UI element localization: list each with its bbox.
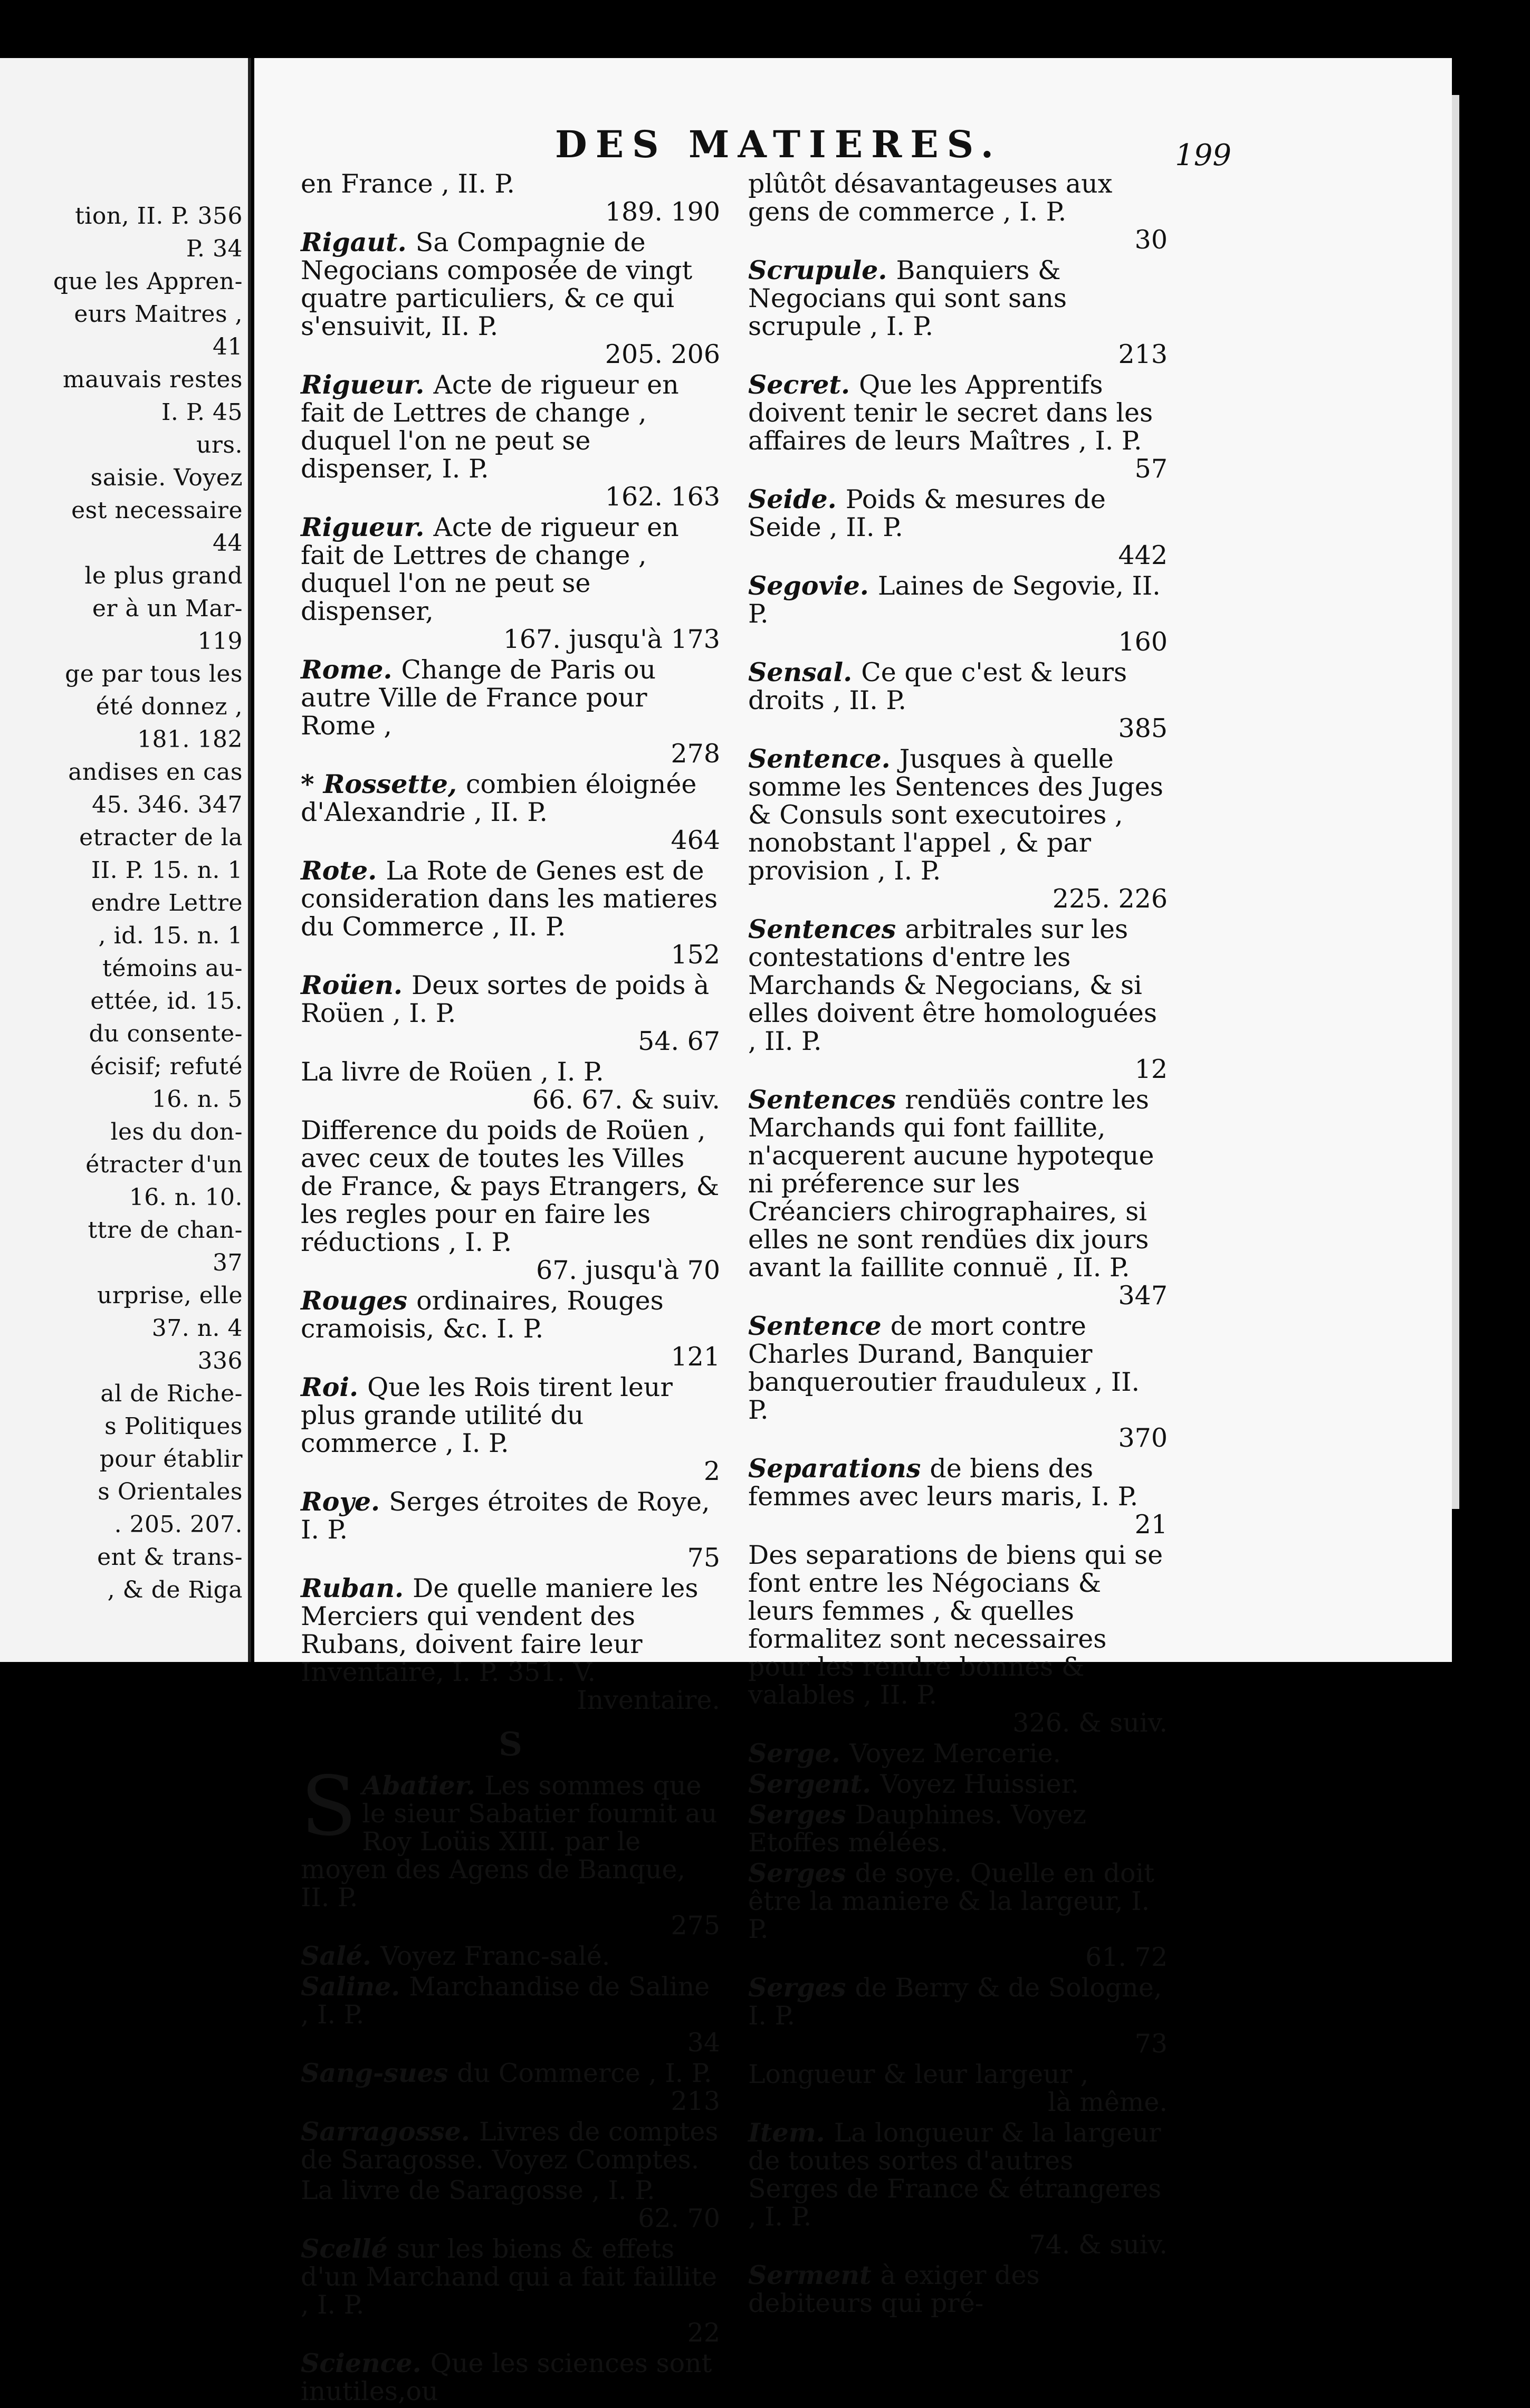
- entry-text: Voyez Mercerie.: [849, 1738, 1062, 1769]
- index-entry: [301, 857, 720, 969]
- index-entry: [748, 256, 1168, 368]
- page-reference: 370: [1118, 1423, 1168, 1453]
- entry-text: La Rote de Genes est de consideration dans les matieres du Commerce , II. P.: [301, 856, 718, 942]
- section-letter: S: [499, 1725, 522, 1763]
- index-entry: [748, 915, 1168, 1083]
- fragment-line: le plus grand: [84, 562, 243, 589]
- fragment-line: andises en cas: [68, 759, 243, 786]
- page-reference: 162. 163: [605, 482, 720, 512]
- index-entry: [748, 2060, 1168, 2116]
- fragment-line: ent & trans-: [97, 1544, 243, 1571]
- page-reference: 442: [1118, 540, 1168, 570]
- fragment-line: tion, II. P. 356: [75, 203, 243, 230]
- left-index-column: [301, 170, 720, 2408]
- page-reference: là même.: [1048, 2087, 1168, 2117]
- page-reference: 67. jusqu'à 70: [536, 1255, 720, 1285]
- index-entry: [748, 1312, 1168, 1452]
- fragment-line: été donnez ,: [95, 693, 243, 720]
- entry-text: Marchandise de Saline , I. P.: [301, 1972, 710, 2030]
- index-entry: [301, 1373, 720, 1485]
- page-reference: 121: [671, 1342, 720, 1372]
- fragment-line: que les Appren-: [53, 268, 243, 295]
- fragment-line: I. P. 45: [161, 399, 243, 426]
- entry-heading: Serges: [748, 1972, 855, 2003]
- fragment-line: ettée, id. 15.: [90, 988, 243, 1015]
- page-reference: 61. 72: [1085, 1942, 1168, 1972]
- entry-heading: Seide.: [748, 484, 846, 514]
- fragment-line: du consente-: [89, 1020, 243, 1047]
- entry-heading: Roye.: [301, 1486, 389, 1517]
- entry-heading: Salé.: [301, 1941, 381, 1971]
- entry-text: de soye. Quelle en doit être la maniere & la largeur, I. P.: [748, 1858, 1154, 1944]
- entry-heading: Rigueur.: [301, 512, 434, 542]
- drop-cap: S: [301, 1759, 357, 1854]
- entry-heading: Separations: [748, 1453, 930, 1484]
- page-reference: 2: [703, 1456, 720, 1486]
- fragment-line: écisif; refuté: [90, 1053, 243, 1080]
- page-reference: 152: [671, 940, 720, 970]
- page-reference: 54. 67: [638, 1026, 720, 1056]
- entry-text: Livres de comptes de Saragosse. Voyez Comptes.: [301, 2117, 719, 2175]
- page-reference: 34: [687, 2028, 720, 2058]
- index-entry: [301, 656, 720, 768]
- fragment-line: , id. 15. n. 1: [98, 922, 243, 949]
- index-entry: [301, 1942, 720, 1970]
- entry-text: Que les Rois tirent leur plus grande utilité du commerce , I. P.: [301, 1372, 673, 1458]
- page-number: 199: [1175, 138, 1231, 173]
- page-reference: 225. 226: [1052, 884, 1168, 914]
- fragment-line: 44: [213, 530, 243, 557]
- entry-text: Des separations de biens qui se font entre les Négocians & leurs femmes , & quelles formalitez sont necessaires pour les rendre bonnes & valables , II. P.: [748, 1540, 1163, 1710]
- entry-text: Les sommes que le sieur Sabatier fournit au Roy Loüis XIII. par le moyen des Agens de Banque, II. P.: [301, 1771, 718, 1913]
- fragment-line: ttre de chan-: [88, 1217, 243, 1244]
- page-reference: 205. 206: [605, 339, 720, 369]
- page-reference: 22: [687, 2318, 720, 2348]
- entry-text: de mort contre Charles Durand, Banquier banqueroutier frauduleux , II. P.: [748, 1311, 1140, 1425]
- index-entry: [301, 770, 720, 854]
- entry-text: ordinaires, Rouges cramoisis, &c. I. P.: [301, 1286, 664, 1344]
- entry-text: La livre de Saragosse , I. P.: [301, 2175, 655, 2205]
- page-reference: 12: [1134, 1054, 1168, 1084]
- index-entry: [748, 371, 1168, 483]
- fragment-line: s Politiques: [104, 1413, 243, 1440]
- page-reference: 275: [671, 1910, 720, 1941]
- fragment-line: eurs Maitres ,: [74, 301, 243, 328]
- entry-text: Longueur & leur largeur ,: [748, 2059, 1089, 2089]
- page-reference: 213: [1118, 339, 1168, 369]
- fragment-line: . 205. 207.: [114, 1511, 243, 1538]
- entry-text: de Berry & de Sologne, I. P.: [748, 1973, 1162, 2031]
- fragment-line: est necessaire: [71, 497, 243, 524]
- entry-text: Voyez Franc-salé.: [380, 1941, 610, 1971]
- fragment-line: saisie. Voyez: [90, 464, 243, 491]
- fragment-line: 16. n. 5: [151, 1086, 243, 1113]
- entry-heading: Item.: [748, 2117, 834, 2148]
- fragment-line: témoins au-: [102, 955, 243, 982]
- index-entry: [301, 1574, 720, 1714]
- entry-text: plûtôt désavantageuses aux gens de commerce , I. P.: [748, 169, 1113, 227]
- page-reference: 189. 190: [605, 197, 720, 227]
- entry-text: Banquiers & Negocians qui sont sans scrupule , I. P.: [748, 255, 1067, 341]
- fragment-line: s Orientales: [98, 1478, 243, 1505]
- entry-text: Deux sortes de poids à Roüen , I. P.: [301, 970, 710, 1028]
- entry-heading: Rote.: [301, 855, 386, 886]
- entry-heading: Sentence.: [748, 743, 900, 774]
- fragment-line: P. 34: [186, 235, 243, 262]
- fragment-line: ge par tous les: [65, 661, 243, 687]
- index-entry: [748, 1770, 1168, 1798]
- entry-heading: Roüen.: [301, 970, 412, 1000]
- fragment-line: 16. n. 10.: [129, 1184, 243, 1211]
- index-entry: [301, 2235, 720, 2347]
- page-reference: 21: [1134, 1509, 1168, 1540]
- page-reference: Inventaire.: [577, 1685, 720, 1715]
- index-entry: [301, 513, 720, 653]
- entry-heading: Rigaut.: [301, 227, 416, 257]
- index-entry: [748, 1801, 1168, 1857]
- facing-page-fragment: [0, 58, 251, 1662]
- index-entry: [301, 1116, 720, 1284]
- entry-heading: Sentences: [748, 914, 905, 944]
- index-entry: [748, 1455, 1168, 1539]
- entry-heading: Sensal.: [748, 657, 862, 687]
- entry-heading: Sarragosse.: [301, 2116, 479, 2147]
- fragment-line: 37: [213, 1249, 243, 1276]
- entry-heading: Ruban.: [301, 1573, 413, 1603]
- entry-text: Jusques à quelle somme les Sentences des Juges & Consuls sont executoires , nonobstant l'appel , & par provision , I. P.: [748, 744, 1163, 886]
- entry-heading: Sang-sues: [301, 2058, 457, 2088]
- index-entry: [748, 1086, 1168, 1310]
- entry-heading: Scellé: [301, 2233, 397, 2264]
- page-reference: 57: [1134, 454, 1168, 484]
- entry-heading: Scrupule.: [748, 255, 896, 285]
- entry-text: Difference du poids de Roüen , avec ceux de toutes les Villes de France, & pays Etrangers, & les regles pour en faire les réductions , I. P.: [301, 1115, 720, 1257]
- page-reference: 74. & suiv.: [1029, 2230, 1168, 2260]
- entry-heading: Rome.: [301, 654, 401, 685]
- entry-heading: Serment: [748, 2260, 881, 2290]
- fragment-line: pour établir: [99, 1446, 243, 1473]
- fragment-line: 41: [213, 333, 243, 360]
- index-entry: [748, 485, 1168, 569]
- entry-text: en France , II. P.: [301, 169, 515, 199]
- entry-text: Change de Paris ou autre Ville de France pour Rome ,: [301, 655, 656, 741]
- index-entry: [748, 572, 1168, 656]
- index-entry: [301, 170, 720, 226]
- entry-heading: Secret.: [748, 369, 859, 400]
- entry-text: rendüës contre les Marchands qui font faillite, n'acquerent aucune hypoteque ni préference sur les Créanciers chirographaires, si elles ne sont rendües dix jours avant la faillite connuë , II. P.: [748, 1085, 1154, 1283]
- entry-heading: Science.: [301, 2348, 431, 2378]
- entry-text: arbitrales sur les contestations d'entre les Marchands & Negocians, & si elles doivent être homologuées , II. P.: [748, 914, 1158, 1056]
- index-entry: [748, 1974, 1168, 2058]
- fragment-line: 37. n. 4: [151, 1315, 243, 1342]
- entry-text: Laines de Segovie, II. P.: [748, 571, 1161, 629]
- fragment-line: 181. 182: [137, 726, 243, 753]
- running-head: DES MATIERES.: [555, 122, 1002, 166]
- index-entry: [301, 1058, 720, 1114]
- index-entry: [301, 2118, 720, 2174]
- fragment-line: 45. 346. 347: [92, 791, 243, 818]
- entry-text: à exiger des debiteurs qui pré-: [748, 2260, 1040, 2318]
- index-entry: [301, 1759, 720, 1941]
- index-entry: [748, 2261, 1168, 2317]
- entry-heading: Sergent.: [748, 1769, 881, 1799]
- index-entry: [301, 2176, 720, 2232]
- entry-heading: Saline.: [301, 1971, 409, 2002]
- index-entry: [301, 1287, 720, 1371]
- page-reference: 464: [671, 825, 720, 855]
- entry-heading: Serge.: [748, 1738, 849, 1769]
- entry-heading: Serges: [748, 1799, 855, 1830]
- entry-text: Poids & mesures de Seide , II. P.: [748, 484, 1106, 542]
- entry-text: Que les sciences sont inutiles,ou: [301, 2348, 712, 2406]
- page-reference: 213: [671, 2086, 720, 2116]
- index-entry: [301, 2059, 720, 2115]
- index-entry: [748, 745, 1168, 913]
- entry-text: La longueur & la largeur de toutes sortes d'autres Serges de France & étrangeres , I. P.: [748, 2118, 1162, 2232]
- entry-heading: Serges: [748, 1858, 855, 1888]
- index-entry: [301, 1488, 720, 1572]
- entry-text: La livre de Roüen , I. P.: [301, 1057, 604, 1087]
- entry-text: Dauphines. Voyez Etoffes mélées.: [748, 1800, 1086, 1858]
- page-edge: [1452, 95, 1459, 1509]
- index-entry: [301, 1973, 720, 2057]
- entry-text: Que les Apprentifs doivent tenir le secret dans les affaires de leurs Maîtres , I. P.: [748, 370, 1153, 456]
- page-reference: 30: [1134, 225, 1168, 255]
- entry-text: Acte de rigueur en fait de Lettres de change , duquel l'on ne peut se dispenser,: [301, 512, 679, 626]
- entry-heading: Abatier.: [362, 1770, 485, 1801]
- fragment-line: al de Riche-: [100, 1380, 243, 1407]
- fragment-line: mauvais restes: [63, 366, 243, 393]
- page-reference: 167. jusqu'à 173: [503, 624, 720, 654]
- entry-text: Acte de rigueur en fait de Lettres de change , duquel l'on ne peut se dispenser, I. P.: [301, 370, 679, 484]
- page-reference: 326. & suiv.: [1012, 1708, 1168, 1738]
- index-entry: [301, 971, 720, 1055]
- entry-heading: Sentence: [748, 1311, 891, 1341]
- fragment-line: er à un Mar-: [92, 595, 243, 622]
- page-reference: 347: [1118, 1281, 1168, 1311]
- entry-heading: Sentences: [748, 1084, 905, 1115]
- fragment-line: 119: [197, 628, 243, 655]
- index-entry: [748, 1541, 1168, 1737]
- fragment-line: endre Lettre: [91, 890, 243, 916]
- page-reference: 62. 70: [638, 2203, 720, 2233]
- entry-text: Ce que c'est & leurs droits , II. P.: [748, 657, 1127, 715]
- entry-heading: * Rossette,: [301, 769, 466, 799]
- entry-heading: Segovie.: [748, 570, 878, 601]
- page-reference: 160: [1118, 627, 1168, 657]
- entry-text: De quelle maniere les Merciers qui vendent des Rubans, doivent faire leur Inventaire, I. P. 351. V.: [301, 1573, 699, 1687]
- entry-text: de biens des femmes avec leurs maris, I. P.: [748, 1454, 1139, 1512]
- index-entry: [748, 2119, 1168, 2259]
- index-entry: [748, 1740, 1168, 1767]
- fragment-line: , & de Riga: [107, 1576, 243, 1603]
- entry-heading: Roi.: [301, 1372, 368, 1402]
- fragment-line: urs.: [196, 432, 243, 458]
- index-entry: [301, 2349, 720, 2405]
- fragment-line: 336: [197, 1348, 243, 1374]
- page-reference: 66. 67. & suiv.: [532, 1085, 720, 1115]
- entry-heading: Rigueur.: [301, 369, 434, 400]
- page-reference: 73: [1134, 2029, 1168, 2059]
- entry-text: du Commerce , I. P.: [457, 2058, 712, 2088]
- fragment-line: etracter de la: [79, 824, 243, 851]
- index-entry: [748, 658, 1168, 742]
- page-reference: 278: [671, 739, 720, 769]
- fragment-line: II. P. 15. n. 1: [91, 857, 243, 884]
- entry-text: Sa Compagnie de Negocians composée de vingt quatre particuliers, & ce qui s'ensuivit, II. P.: [301, 227, 693, 341]
- right-index-column: [748, 170, 1168, 2320]
- index-entry: [748, 170, 1168, 254]
- entry-text: Serges étroites de Roye, I. P.: [301, 1487, 710, 1545]
- index-entry: [301, 371, 720, 511]
- page-reference: 75: [687, 1543, 720, 1573]
- entry-text: Voyez Huissier.: [880, 1769, 1079, 1799]
- index-entry: [748, 1859, 1168, 1971]
- fragment-line: les du don-: [110, 1119, 243, 1145]
- index-entry: [301, 228, 720, 368]
- entry-heading: Rouges: [301, 1285, 417, 1316]
- entry-text: combien éloignée d'Alexandrie , II. P.: [301, 769, 697, 827]
- fragment-line: étracter d'un: [85, 1151, 243, 1178]
- entry-text: sur les biens & effets d'un Marchand qui a fait faillite , I. P.: [301, 2234, 718, 2320]
- fragment-line: urprise, elle: [97, 1282, 243, 1309]
- page-reference: 385: [1118, 713, 1168, 743]
